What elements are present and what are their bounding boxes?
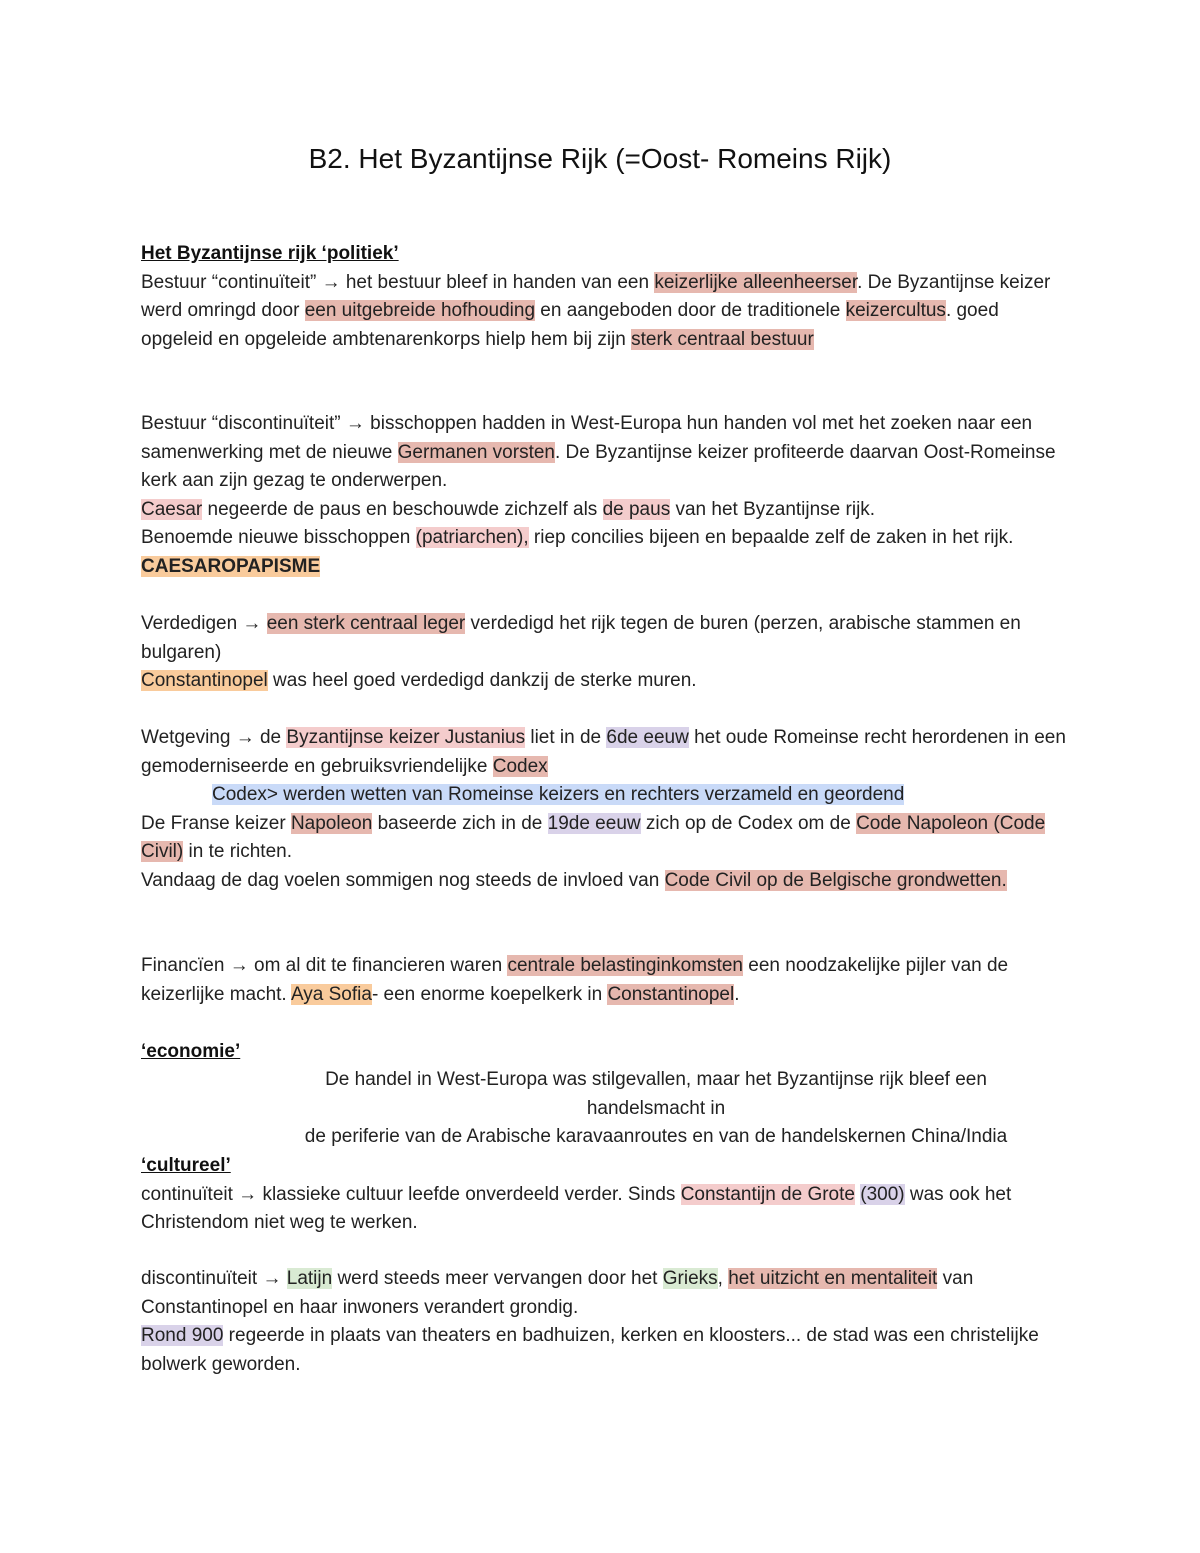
- codex-definition: Codex> werden wetten van Romeinse keizers en rechters verzameld en geordend: [212, 784, 905, 805]
- paragraph-verdedigen: Verdedigen → een sterk centraal leger verdedigd het rijk tegen de buren (perzen, arabische stammen en bulgaren) Constantinopel was heel goed verdedigd dankzij de sterke muren.: [141, 613, 1021, 691]
- paragraph-bestuur-continuiteit: Bestuur “continuïteit” → het bestuur bleef in handen van een keizerlijke alleenheerser. De Byzantijnse keizer werd omringd door een uitgebreide hofhouding en aangeboden door de traditionele keizercultus. goed opgeleid en opgeleide ambtenarenkorps hielp hem bij zijn sterk centraal bestuur: [141, 271, 1051, 350]
- section-heading-economie: ‘economie’: [141, 1041, 241, 1062]
- paragraph-financien: Financïen → om al dit te financieren waren centrale belastinginkomsten een noodzakelijke pijler van de keizerlijke macht. Aya Sofia- een enorme koepelkerk in Constantinopel.: [141, 955, 1009, 1005]
- paragraph-bestuur-discontinuiteit: Bestuur “discontinuïteit” → bisschoppen hadden in West-Europa hun handen vol met het zoeken naar een samenwerking met de nieuwe Germanen vorsten. De Byzantijnse keizer profiteerde daarvan Oost-Romeinse kerk aan zijn gezag te onderwerpen. Caesar negeerde de paus en beschouwde zichzelf als de paus van het Byzantijnse rijk. Benoemde nieuwe bisschoppen (patriarchen), riep concilies bijeen en bepaalde zelf de zaken in het rijk. CAESAROPAPISME: [141, 413, 1056, 577]
- caesaropapisme-term: CAESAROPAPISME: [141, 555, 321, 577]
- paragraph-economie: De handel in West-Europa was stilgevallen, maar het Byzantijnse rijk bleef een handelsmacht in de periferie van de Arabische karavaanroutes en van de handelskernen China/India: [304, 1069, 1008, 1147]
- section-heading-politiek: Het Byzantijnse rijk ‘politiek’: [141, 243, 399, 264]
- paragraph-wetgeving: Wetgeving → de Byzantijnse keizer Justanius liet in de 6de eeuw het oude Romeinse recht herordenen in een gemoderniseerde en gebruiksvriendelijke Codex Codex> werden wetten van Romeinse keizers en rechters verzameld en geordend De Franse keizer Napoleon baseerde zich in de 19de eeuw zich op de Codex om de Code Napoleon (Code Civil) in te richten. Vandaag de dag voelen sommigen nog steeds de invloed van Code Civil op de Belgische grondwetten.: [141, 727, 1066, 891]
- document-title: B2. Het Byzantijnse Rijk (=Oost- Romeins Rijk): [308, 143, 892, 174]
- paragraph-cultureel-discontinuiteit: discontinuïteit → Latijn werd steeds meer vervangen door het Grieks, het uitzicht en mentaliteit van Constantinopel en haar inwoners verandert grondig. Rond 900 regeerde in plaats van theaters en badhuizen, kerken en kloosters... de stad was een christelijke bolwerk geworden.: [141, 1268, 1039, 1375]
- cultureel-section: [141, 1152, 1071, 1238]
- paragraph-cultureel-continuiteit: continuïteit → klassieke cultuur leefde onverdeeld verder. Sinds Constantijn de Grote (300) was ook het Christendom niet weg te werken.: [141, 1183, 1012, 1233]
- politiek-section: [141, 240, 1071, 354]
- section-heading-cultureel: ‘cultureel’: [141, 1155, 231, 1176]
